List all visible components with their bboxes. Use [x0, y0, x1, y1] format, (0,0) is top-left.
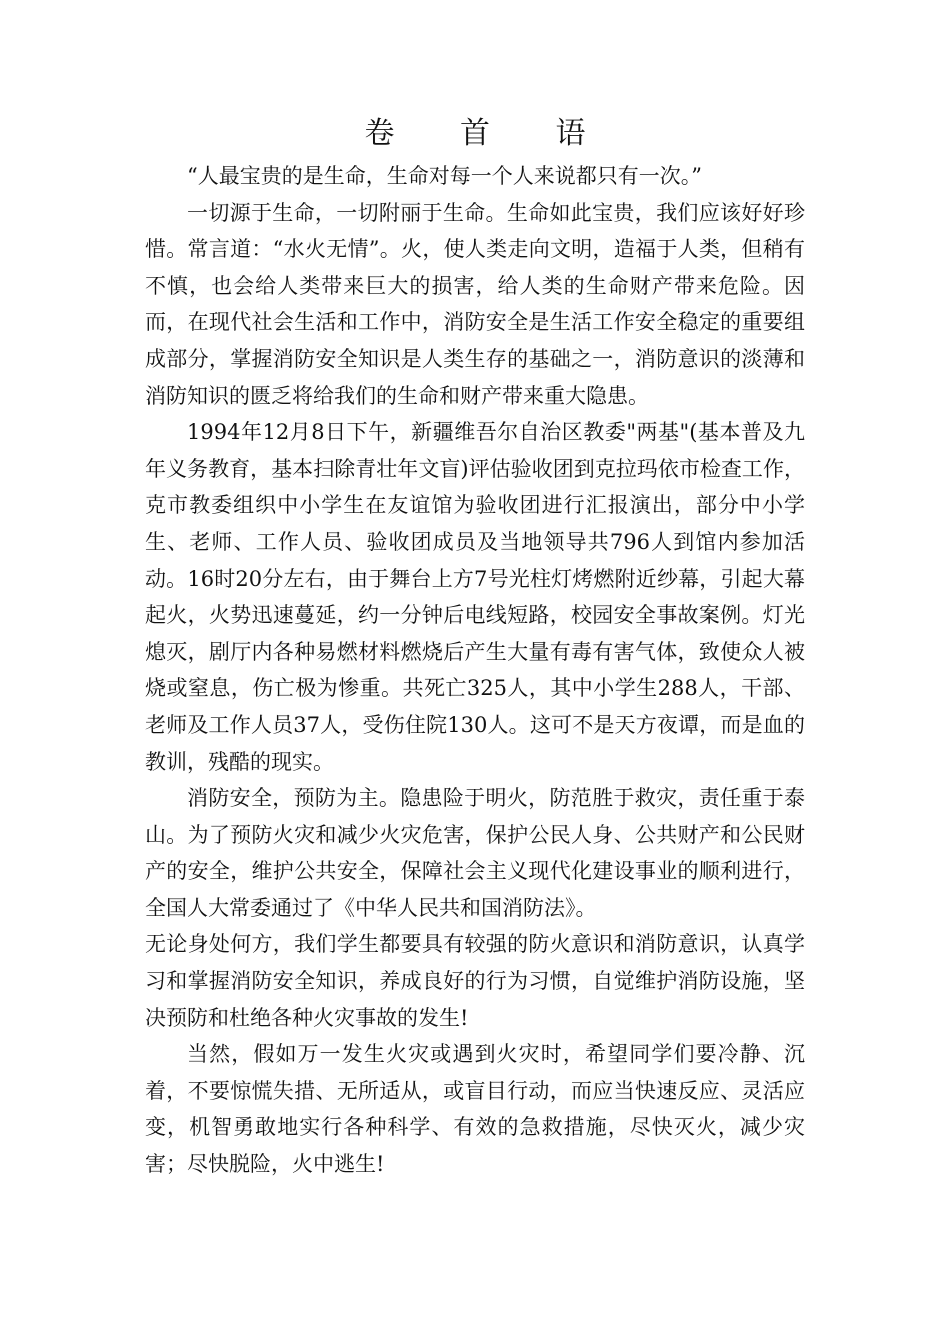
- document-body: [145, 112, 805, 1183]
- paragraph-fire-prevention-law: 消防安全，预防为主。隐患险于明火，防范胜于救灾，责任重于泰山。为了预防火灾和减少火灾危害，保护公民人身、公共财产和公民财产的安全，维护公共安全，保障社会主义现代化建设事业的顺利进行，全国人大常委通过了《中华人民共和国消防法》。: [145, 786, 805, 920]
- epigraph-quote: “人最宝贵的是生命，生命对每一个人来说都只有一次。”: [187, 164, 702, 188]
- page-title: 卷 首 语: [364, 116, 614, 151]
- paragraph-karamay-fire-case: 1994年12月8日下午，新疆维吾尔自治区教委"两基"(基本普及九年义务教育，基本扫除青壮年文盲)评估验收团到克拉玛依市检查工作，克市教委组织中小学生在友谊馆为验收团进行汇报演出，部分中小学生、老师、工作人员、验收团成员及当地领导共796人到馆内参加活动。16时20分左右，由于舞台上方7号光柱灯烤燃附近纱幕，引起大幕起火，火势迅速蔓延，约一分钟后电线短路，校园安全事故案例。灯光熄灭，剧厅内各种易燃材料燃烧后产生大量有毒有害气体，致使众人被烧或窒息，伤亡极为惨重。共死亡325人，其中小学生288人，干部、老师及工作人员37人，受伤住院130人。这可不是天方夜谭，而是血的教训，残酷的现实。: [145, 420, 805, 774]
- paragraph-emergency-response: 当然，假如万一发生火灾或遇到火灾时，希望同学们要冷静、沉着，不要惊慌失措、无所适从，或盲目行动，而应当快速反应、灵活应变，机智勇敢地实行各种科学、有效的急救措施，尽快灭火，减少灾害；尽快脱险，火中逃生!: [145, 1042, 805, 1177]
- paragraph-life-precious: 一切源于生命，一切附丽于生命。生命如此宝贵，我们应该好好珍惜。常言道：“水火无情”。火，使人类走向文明，造福于人类，但稍有不慎，也会给人类带来巨大的损害，给人类的生命财产带来危险。因而，在现代社会生活和工作中，消防安全是生活工作安全稳定的重要组成部分，掌握消防安全知识是人类生存的基础之一，消防意识的淡薄和消防知识的匮乏将给我们的生命和财产带来重大隐患。: [145, 200, 805, 408]
- paragraph-student-awareness: 无论身处何方，我们学生都要具有较强的防火意识和消防意识，认真学习和掌握消防安全知识，养成良好的行为习惯，自觉维护消防设施，坚决预防和杜绝各种火灾事故的发生!: [145, 932, 805, 1030]
